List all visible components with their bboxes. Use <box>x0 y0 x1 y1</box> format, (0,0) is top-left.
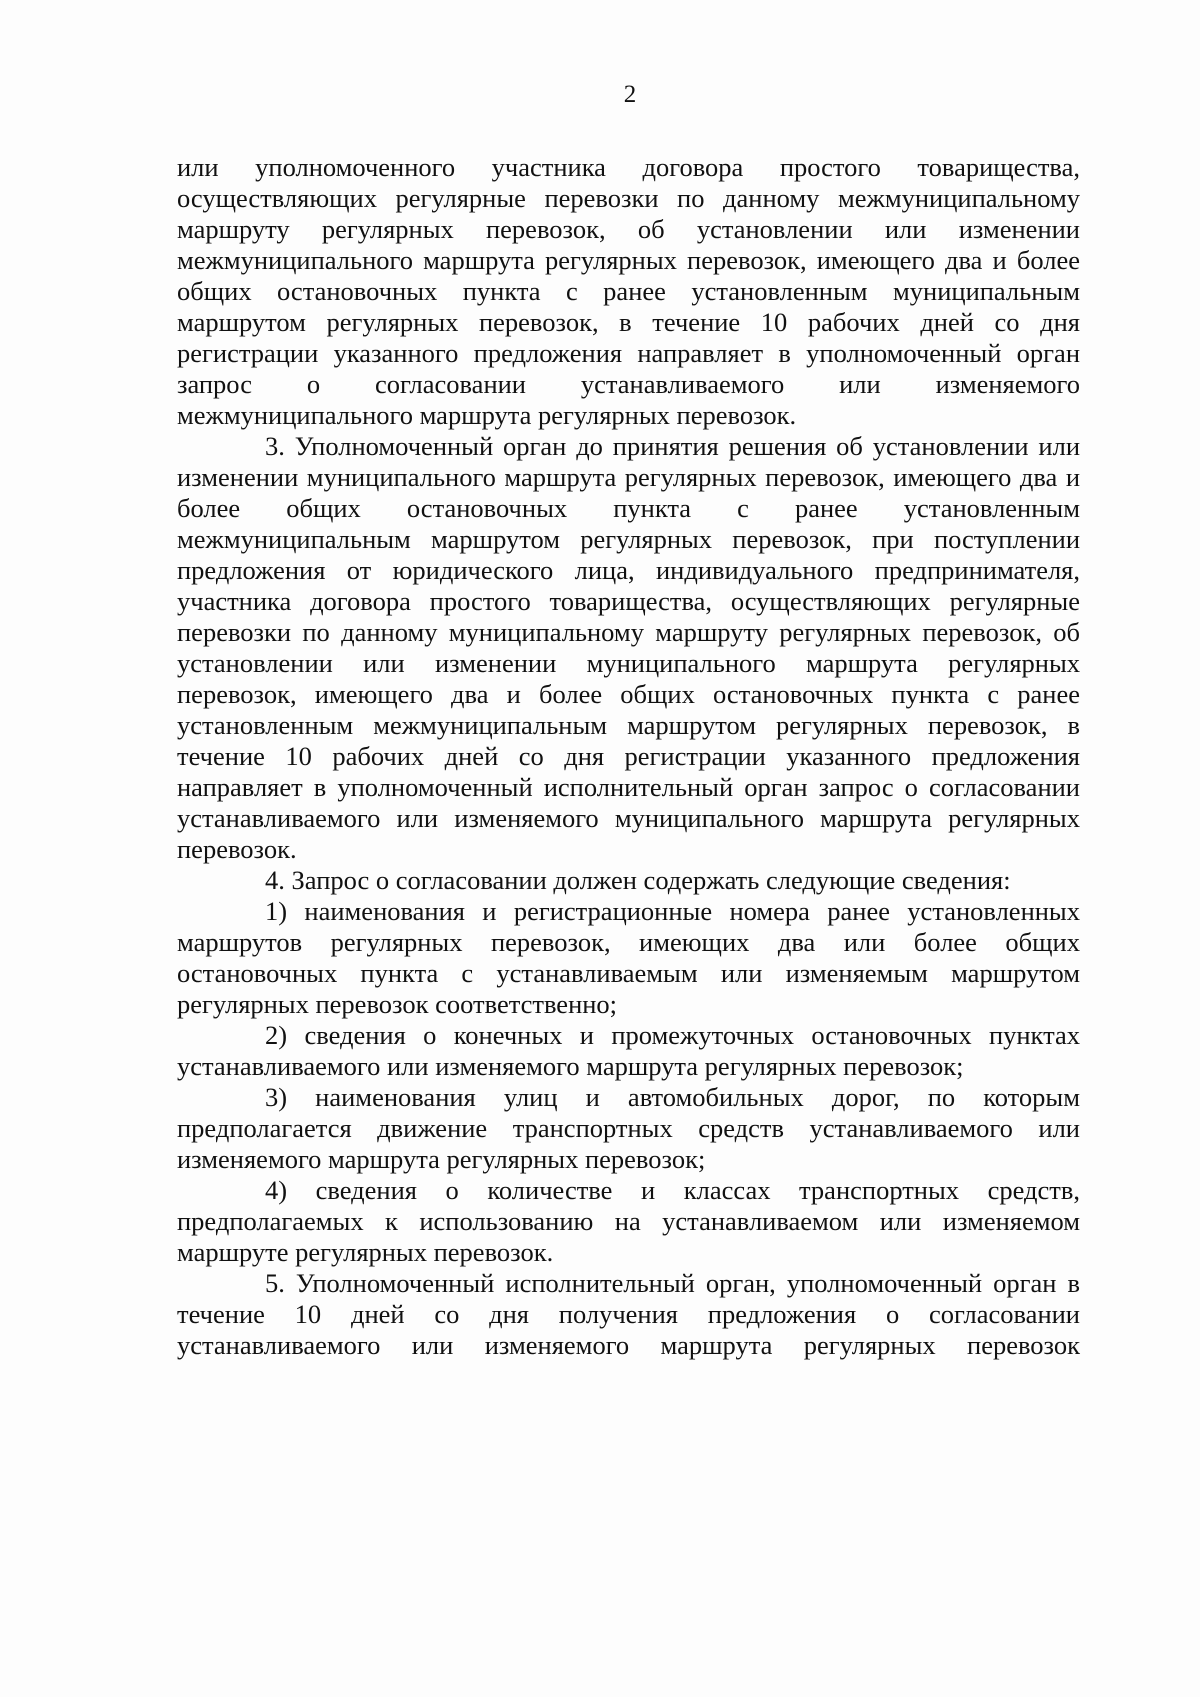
paragraph-5: 5. Уполномоченный исполнительный орган, уполномоченный орган в течение 10 дней со дня получения предложения о согласовании устанавливаемого или изменяемого маршрута регулярных перевозок <box>177 1268 1080 1360</box>
paragraph-4: 4. Запрос о согласовании должен содержать следующие сведения: <box>265 865 1011 895</box>
page-number: 2 <box>623 81 637 108</box>
paragraph-4-item-3: 3) наименования улиц и автомобильных дорог, по которым предполагается движение транспортных средств устанавливаемого или изменяемого маршрута регулярных перевозок; <box>177 1082 1080 1174</box>
document-body <box>177 152 1080 1361</box>
paragraph-3: 3. Уполномоченный орган до принятия решения об установлении или изменении муниципального маршрута регулярных перевозок, имеющего два и более общих остановочных пункта с ранее установленным межмуниципальным маршрутом регулярных перевозок, при поступлении предложения от юридического лица, индивидуального предпринимателя, участника договора простого товарищества, осуществляющих регулярные перевозки по данному муниципальному маршруту регулярных перевозок, об установлении или изменении муниципального маршрута регулярных перевозок, имеющего два и более общих остановочных пункта с ранее установленным межмуниципальным маршрутом регулярных перевозок, в течение 10 рабочих дней со дня регистрации указанного предложения направляет в уполномоченный исполнительный орган запрос о согласовании устанавливаемого или изменяемого муниципального маршрута регулярных перевозок. <box>177 431 1080 864</box>
paragraph-4-item-2: 2) сведения о конечных и промежуточных остановочных пунктах устанавливаемого или изменяемого маршрута регулярных перевозок; <box>177 1020 1080 1081</box>
paragraph-continued: или уполномоченного участника договора простого товарищества, осуществляющих регулярные перевозки по данному межмуниципальному маршруту регулярных перевозок, об установлении или изменении межмуниципального маршрута регулярных перевозок, имеющего два и более общих остановочных пункта с ранее установленным муниципальным маршрутом регулярных перевозок, в течение 10 рабочих дней со дня регистрации указанного предложения направляет в уполномоченный орган запрос о согласовании устанавливаемого или изменяемого межмуниципального маршрута регулярных перевозок. <box>177 152 1080 430</box>
paragraph-4-item-4: 4) сведения о количестве и классах транспортных средств, предполагаемых к использованию на устанавливаемом или изменяемом маршруте регулярных перевозок. <box>177 1175 1080 1267</box>
paragraph-4-item-1: 1) наименования и регистрационные номера ранее установленных маршрутов регулярных перевозок, имеющих два или более общих остановочных пункта с устанавливаемым или изменяемым маршрутом регулярных перевозок соответственно; <box>177 896 1080 1019</box>
